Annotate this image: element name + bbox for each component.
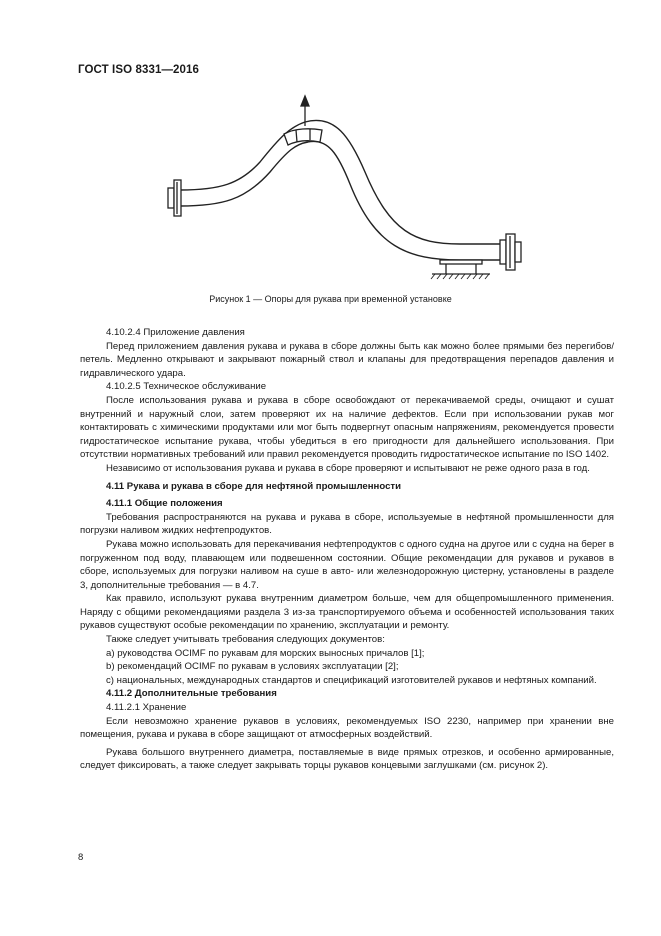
section-4-11-1-paragraph: Рукава можно использовать для перекачивания нефтепродуктов с одного судна на другое или с судна на берег в погруженном под воду, плавающем или подвешенном состоянии. Общие рекомендации для рукавов и рукавов в сборе, используемых для погрузки наливом на суше в авто- или железнодорожную цистерну, установлены в разделе 3, дополнительные требования — в 4.7.	[80, 538, 614, 591]
list-item: c) национальных, международных стандартов и спецификаций изготовителей рукавов и нефтяных компаний.	[106, 674, 597, 686]
section-4-10-2-5-text2: Независимо от использования рукава и рукава в сборе проверяют и испытывают не реже одного раза в год.	[106, 462, 590, 474]
section-4-11-1-paragraph: Также следует учитывать требования следующих документов:	[106, 634, 385, 646]
hose-support-figure	[150, 92, 540, 282]
section-4-10-2-5-title: 4.10.2.5 Техническое обслуживание	[106, 381, 267, 393]
hose-inner-wall	[180, 141, 505, 260]
section-4-10-2-4-text: Перед приложением давления рукава и рукава в сборе должны быть как можно более прямыми без перегибов/петель. Медленно открывают и закрывают пожарный ствол и клапаны для предотвращения перепадов давления и гидравлического удара.	[80, 340, 614, 379]
left-flange	[168, 180, 181, 216]
document-header: ГОСТ ISO 8331—2016	[78, 64, 200, 76]
list-item: a) руководства OCIMF по рукавам для морских выносных причалов [1];	[106, 647, 425, 659]
section-4-11-title: 4.11 Рукава и рукава в сборе для нефтяной промышленности	[106, 480, 402, 492]
bottom-ground-support	[431, 260, 490, 279]
figure-caption: Рисунок 1 — Опоры для рукава при временной установке	[209, 294, 452, 304]
section-4-10-2-5-text: После использования рукава и рукава в сборе освобождают от перекачиваемой среды, очищают и сушат внутренний и наружный слои, затем проверяют их на наличие дефектов. Если при использовании рукав мог контактировать с химическими продуктами или мог быть подвергнут опасным напряжениям, рекомендуется провести гидростатическое испытание рукава, чтобы убедиться в его пригодности для дальнейшего использования. При отсутствии нормативных требований или правил рекомендуется проводить гидростатическое испытание по ISO 1402.	[80, 394, 614, 461]
hose-outer-wall	[180, 120, 505, 244]
page-number: 8	[78, 852, 84, 863]
section-4-11-2-1-paragraph: Рукава большого внутреннего диаметра, поставляемые в виде прямых отрезков, и особенно армированные, следует фиксировать, а также следует закрывать торцы рукавов концевыми заглушками (см. рисунок 2).	[80, 746, 614, 772]
list-item: b) рекомендаций OCIMF по рукавам в условиях эксплуатации [2];	[106, 661, 399, 673]
right-flange	[500, 234, 521, 270]
section-4-11-1-paragraph: Требования распространяются на рукава и рукава в сборе, используемые в нефтяной промышленности для погрузки наливом жидких нефтепродуктов.	[80, 511, 614, 537]
section-4-11-2-1-title: 4.11.2.1 Хранение	[106, 702, 187, 714]
section-4-11-1-title: 4.11.1 Общие положения	[106, 498, 223, 510]
section-4-10-2-4-title: 4.10.2.4 Приложение давления	[106, 327, 245, 338]
section-4-11-1-paragraph: Как правило, используют рукава внутренним диаметром больше, чем для общепромышленного применения. Наряду с общими рекомендациями раздела 3 из-за транспортируемого объема и особенностей использования таких рукавов существуют особые рекомендации по хранению, эксплуатации и ремонту.	[80, 593, 614, 632]
section-4-11-2-title: 4.11.2 Дополнительные требования	[106, 688, 277, 700]
document-body	[80, 326, 614, 773]
section-4-11-2-1-paragraph: Если невозможно хранение рукавов в условиях, рекомендуемых ISO 2230, например при хранении вне помещения, рукава и рукава в сборе защищают от атмосферных воздействий.	[80, 715, 614, 741]
